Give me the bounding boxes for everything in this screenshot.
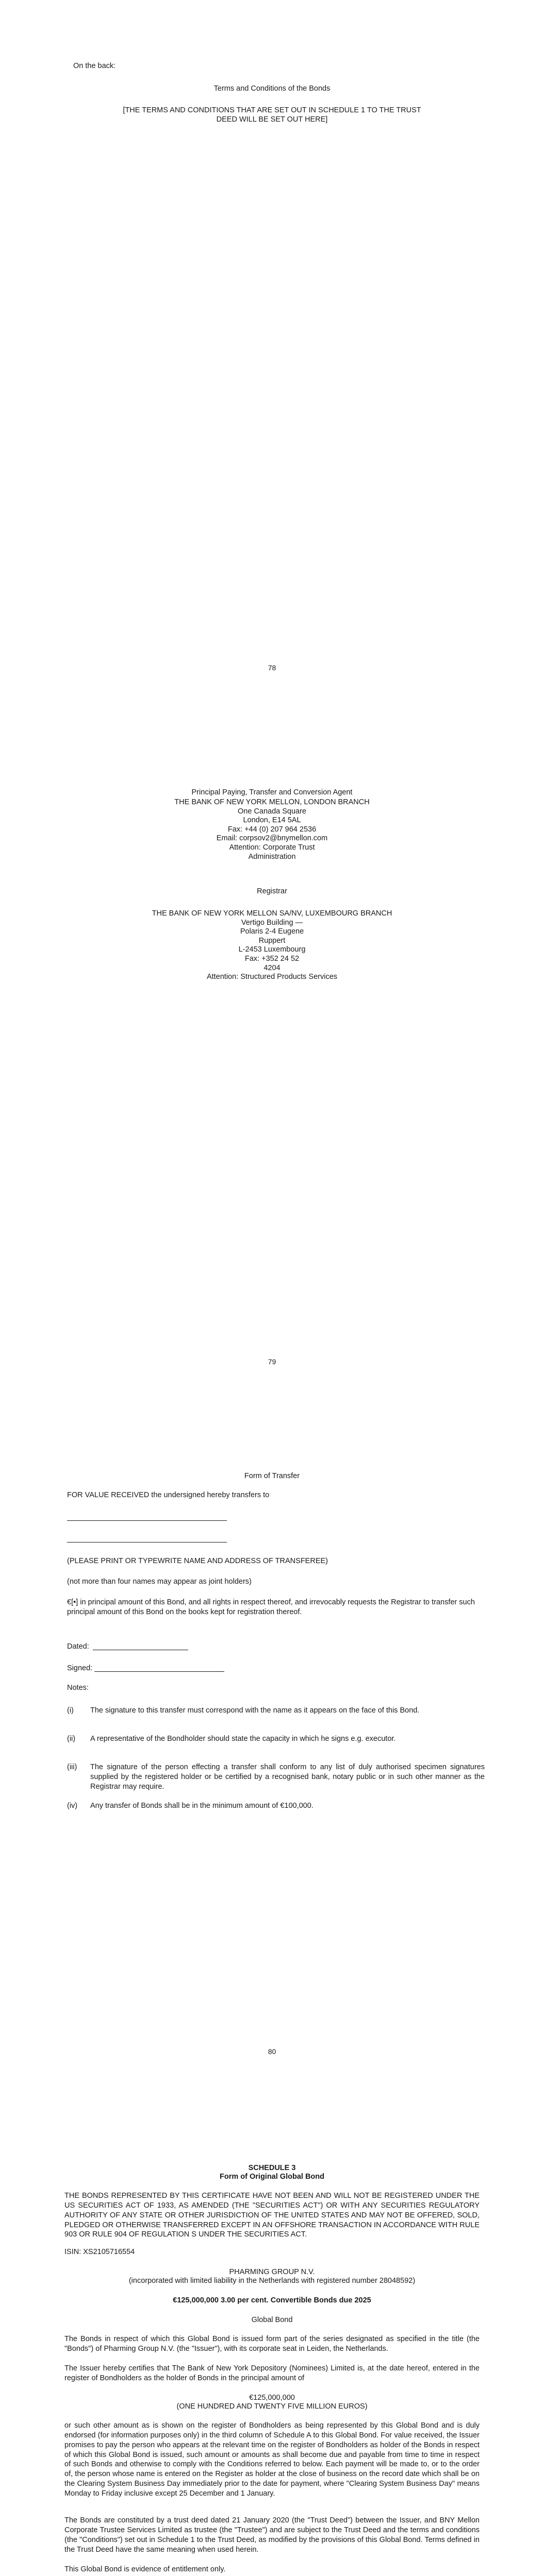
form-title-text: Form of Original Global Bond (220, 2173, 324, 2181)
page-number: 79 (268, 1358, 276, 1366)
agent-line: Administration (248, 852, 296, 861)
on-the-back-label: On the back: (73, 62, 116, 70)
agent-line: Fax: +44 (0) 207 964 2536 (227, 825, 317, 834)
joint-holders-note: (not more than four names may appear as joint holders) (67, 1578, 252, 1586)
registrar-line: 4204 (263, 963, 281, 972)
note-text: The signature of the person effecting a transfer shall conform to any list of duly authorised specimen signatures supplied by the registered holder or be certified by a recognised bank, notary public or in such other manner as the Registrar may require. (90, 1763, 485, 1791)
agent-line: Attention: Corporate Trust (229, 843, 315, 852)
registrar-heading: Registrar (257, 887, 287, 895)
registrar-line: Attention: Structured Products Services (206, 973, 338, 981)
issuer-name: PHARMING GROUP N.V. (229, 2268, 315, 2276)
page-number: 80 (268, 2047, 276, 2056)
bonds-title-text: €125,000,000 3.00 per cent. Convertible Bonds due 2025 (173, 2296, 371, 2304)
note-text: The signature to this transfer must correspond with the name as it appears on the face of this Bond. (90, 1706, 420, 1715)
dated-label (67, 1642, 89, 1652)
paragraph-3: or such other amount as is shown on the register of Bondholders as being represented by this Global Bond and is duly endorsed (for information purposes only) in the third column of Schedule A to this Global Bond. For value received, the Issuer promises to pay the person who appears at the relevant time on the register of Bondholders as holder of the Bonds in respect of which this Global Bond is issued, such amount or amounts as shall become due and payable from time to time in respect of such Bonds and otherwise to comply with the Conditions referred to below. Each payment will be made to, or to the order of, the person whose name is entered on the Register as holder at the close of business on the record date which shall be on the Clearing System Business Day immediately prior to the date for payment, where "Clearing System Business Day" means Monday to Friday inclusive except 25 December and 1 January. (64, 2421, 480, 2498)
agent-address (0, 798, 544, 861)
bonds-title (0, 2296, 544, 2306)
for-value-received: FOR VALUE RECEIVED the undersigned hereby transfers to (67, 1491, 270, 1499)
registrar-line: Vertigo Building — (241, 918, 303, 927)
registrar-line: Polaris 2-4 Eugene (240, 927, 304, 936)
agent-line: Email: corpsov2@bnymellon.com (216, 834, 328, 843)
transferee-line-2[interactable] (67, 1542, 227, 1543)
registrar-line: THE BANK OF NEW YORK MELLON SA/NV, LUXEMBOURG BRANCH (152, 909, 392, 918)
note-text: Any transfer of Bonds shall be in the minimum amount of €100,000. (90, 1802, 314, 1810)
schedule-number: SCHEDULE 3 (248, 2164, 296, 2172)
registrar-line: Ruppert (258, 936, 286, 945)
note-text: A representative of the Bondholder should state the capacity in which he signs e.g. executor. (90, 1735, 396, 1743)
incorporation-note: (incorporated with limited liability in the Netherlands with registered number 28048592) (128, 2277, 416, 2285)
note-number: (ii) (67, 1735, 76, 1743)
note-number: (i) (67, 1706, 74, 1715)
isin: ISIN: XS2105716554 (64, 2248, 135, 2256)
agent-line: London, E14 5AL (243, 816, 301, 825)
agent-heading: Principal Paying, Transfer and Conversion Agent (191, 788, 353, 796)
terms-title: Terms and Conditions of the Bonds (213, 84, 331, 93)
paragraph-2: The Issuer hereby certifies that The Bank of New York Depository (Nominees) Limited is, at the date hereof, entered in the register of Bondholders as the holder of Bonds in the principal amount of (64, 2364, 480, 2382)
agent-line: THE BANK OF NEW YORK MELLON, LONDON BRANCH (174, 798, 370, 806)
principal-amount: €125,000,000 (249, 2394, 295, 2402)
form-title (0, 2172, 544, 2182)
registrar-line: Fax: +352 24 52 (244, 954, 300, 963)
form-of-transfer-title: Form of Transfer (244, 1472, 300, 1480)
global-bond-heading: Global Bond (251, 2316, 293, 2324)
terms-bracket-line-1: [THE TERMS AND CONDITIONS THAT ARE SET OUT IN SCHEDULE 1 TO THE TRUST (123, 106, 421, 114)
note-number: (iv) (67, 1802, 78, 1810)
paragraph-5: This Global Bond is evidence of entitlement only. (64, 2565, 226, 2573)
page-number: 78 (268, 664, 276, 672)
dated-text: Dated: (67, 1642, 89, 1651)
signed-text: Signed: (67, 1664, 93, 1672)
securities-legend: THE BONDS REPRESENTED BY THIS CERTIFICATE HAVE NOT BEEN AND WILL NOT BE REGISTERED UNDER THE US SECURITIES ACT OF 1933, AS AMENDED (THE "SECURITIES ACT") OR WITH ANY SECURITIES REGULATORY AUTHORITY OF ANY STATE OR OTHER JURISDICTION OF THE UNITED STATES AND MAY NOT BE OFFERED, SOLD, PLEDGED OR OTHERWISE TRANSFERRED EXCEPT IN AN OFFSHORE TRANSACTION IN ACCORDANCE WITH RULE 903 OR RULE 904 OF REGULATION S UNDER THE SECURITIES ACT. (64, 2192, 480, 2239)
principal-amount-text: €[•] in principal amount of this Bond, and all rights in respect thereof, and irrevocably requests the Registrar to transfer such principal amount of this Bond on the books kept for registration thereof. (67, 1598, 475, 1616)
principal-amount-words: (ONE HUNDRED AND TWENTY FIVE MILLION EUROS) (176, 2402, 368, 2411)
signed-line[interactable] (94, 1671, 224, 1672)
print-name-instruction: (PLEASE PRINT OR TYPEWRITE NAME AND ADDRESS OF TRANSFEREE) (67, 1557, 328, 1565)
registrar-address (0, 909, 544, 982)
registrar-line: L-2453 Luxembourg (238, 945, 306, 954)
note-number: (iii) (67, 1763, 77, 1771)
paragraph-1: The Bonds in respect of which this Global Bond is issued form part of the series designated as specified in the title (the "Bonds") of Pharming Group N.V. (the "Issuer"), with its corporate seat in Leiden, the Netherlands. (64, 2335, 480, 2353)
transferee-line-1[interactable] (67, 1520, 227, 1521)
paragraph-4: The Bonds are constituted by a trust deed dated 21 January 2020 (the "Trust Deed") between the Issuer, and BNY Mellon Corporate Trustee Services Limited as trustee (the "Trustee") and are subject to the Trust Deed and the terms and conditions (the "Conditions") set out in Schedule 1 to the Trust Deed, as modified by the provisions of this Global Bond. Terms defined in the Trust Deed have the same meaning when used herein. (64, 2516, 480, 2554)
signed-label (67, 1664, 92, 1673)
agent-line: One Canada Square (237, 807, 306, 816)
terms-bracket-line-2: DEED WILL BE SET OUT HERE] (216, 115, 328, 124)
notes-label: Notes: (67, 1684, 89, 1692)
